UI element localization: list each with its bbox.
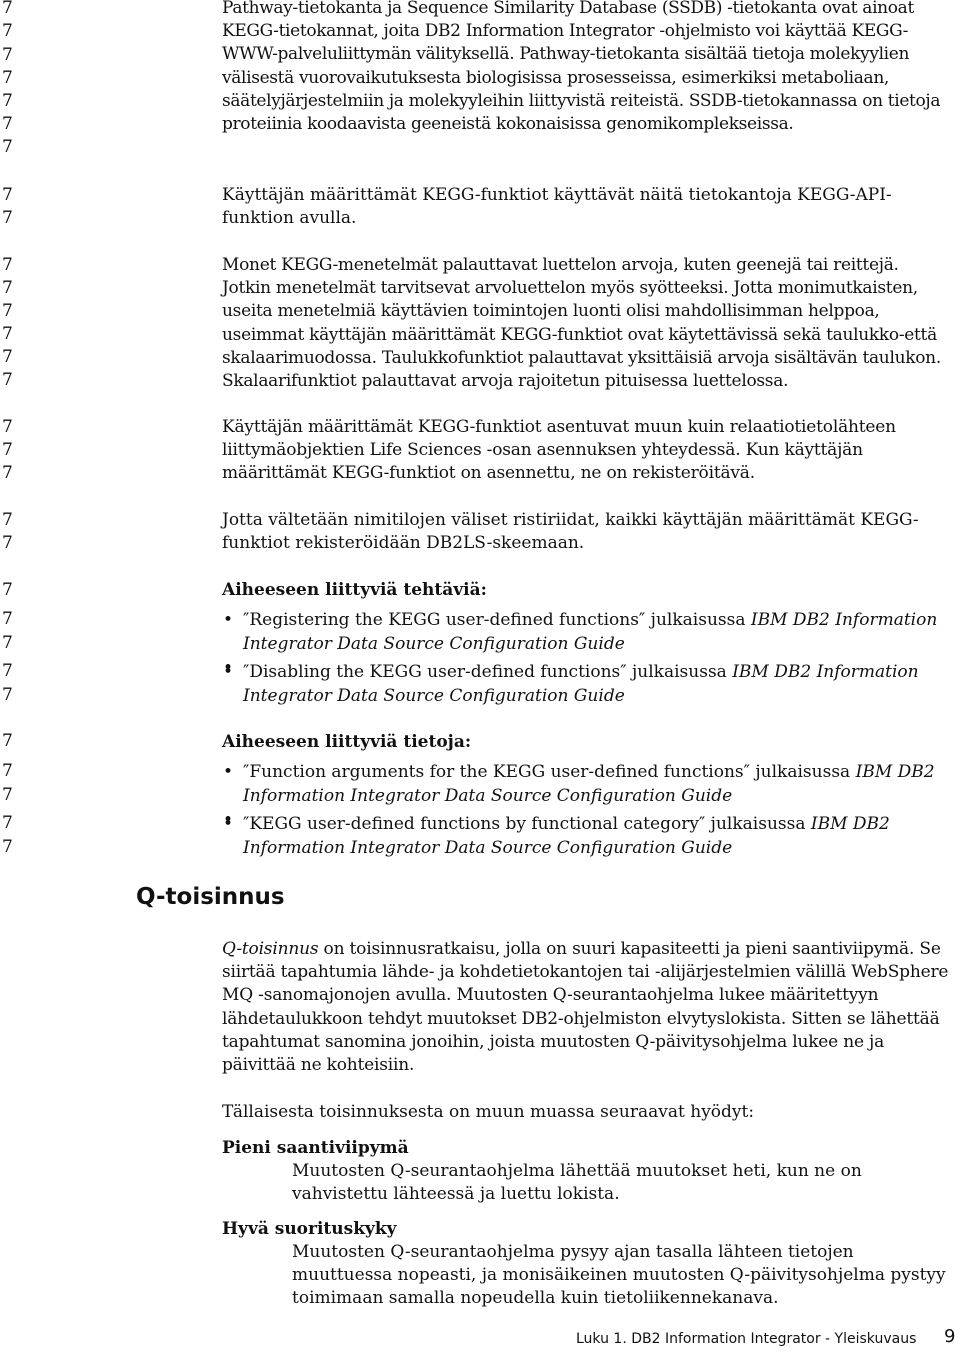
change-mark: 7 xyxy=(2,580,13,600)
change-mark: 7 xyxy=(2,761,13,781)
paragraph-kegg-methods: Monet KEGG-menetelmät palauttavat luettelon arvoja, kuten geenejä tai reittejä. Jotkin menetelmät tarvitsevat arvoluettelon myös syötteeksi. Jotta monimutkaisten, useita menetelmiä käyttävien toimintojen luonti olisi mahdollisimman helppoa, useimmat käyttäjän määrittämät KEGG-funktiot ovat käytettävissä sekä taulukko-että skalaarimuodossa. Taulukkofunktiot palauttavat yksittäisiä arvoja sisältävän taulukon. Skalaarifunktiot palauttavat arvoja rajoitetun pituisessa luettelossa. xyxy=(222,255,941,392)
change-mark: 7 xyxy=(2,45,13,65)
change-mark: 7 xyxy=(2,255,13,275)
change-mark: 7 xyxy=(2,609,13,629)
benefit-term-latency: Pieni saantiviipymä xyxy=(222,1138,409,1158)
footer-chapter-title: Luku 1. DB2 Information Integrator - Yleiskuvaus xyxy=(576,1331,917,1347)
change-mark: 7 xyxy=(2,324,13,344)
related-task-link[interactable]: • ″Registering the KEGG user-defined functions″ julkaisussa IBM DB2 Information Integrator Data Source Configuration Guide xyxy=(222,608,952,656)
change-mark: 7 xyxy=(2,837,13,857)
section-title-q-replication: Q-toisinnus xyxy=(136,884,285,910)
related-info-link[interactable]: • ″KEGG user-defined functions by functional category″ julkaisussa IBM DB2 Information Integrator Data Source Configuration Guide xyxy=(222,812,952,860)
change-mark: 7 xyxy=(2,440,13,460)
change-mark: 7 xyxy=(2,278,13,298)
change-mark: 7 xyxy=(2,114,13,134)
paragraph-benefits-intro: Tällaisesta toisinnuksesta on muun muassa seuraavat hyödyt: xyxy=(222,1102,755,1122)
related-tasks-heading: Aiheeseen liittyviä tehtäviä: xyxy=(222,580,487,600)
benefit-body-latency: Muutosten Q-seurantaohjelma lähettää muutokset heti, kun ne on vahvistettu lähteessä ja luettu lokista. xyxy=(292,1161,862,1205)
change-mark: 7 xyxy=(2,661,13,681)
q-replication-term: Q-toisinnus xyxy=(222,939,319,959)
related-info-heading: Aiheeseen liittyviä tietoja: xyxy=(222,732,472,752)
change-mark: 7 xyxy=(2,137,13,157)
benefit-body-performance: Muutosten Q-seurantaohjelma pysyy ajan tasalla lähteen tietojen muuttuessa nopeasti, ja monisäikeinen muutosten Q-päivitysohjelma pystyy toimimaan samalla nopeudella kuin tietoliikennekanava. xyxy=(292,1242,946,1309)
paragraph-kegg-databases: Pathway-tietokanta ja Sequence Similarity Database (SSDB) -tietokanta ovat ainoat KEGG-tietokannat, joita DB2 Information Integrator -ohjelmisto voi käyttää KEGG-WWW-palveluliittymän välityksellä. Pathway-tietokanta sisältää tietoja molekyylien välisestä vuorovaikutuksesta biologisissa prosesseissa, esimerkiksi metaboliaan, säätelyjärjestelmiin ja molekyyleihin liittyvistä reiteistä. SSDB-tietokannassa on tietoja proteiinia koodaavista geeneistä kokonaisissa genomikomplekseissa. xyxy=(222,0,941,135)
paragraph-kegg-schema: Jotta vältetään nimitilojen väliset ristiriidat, kaikki käyttäjän määrittämät KEGG-funktiot rekisteröidään DB2LS-skeemaan. xyxy=(222,510,919,554)
paragraph-kegg-install: Käyttäjän määrittämät KEGG-funktiot asentuvat muun kuin relaatiotietolähteen liittymäobjektien Life Sciences -osan asennuksen yhteydessä. Kun käyttäjän määrittämät KEGG-funktiot on asennettu, ne on rekisteröitävä. xyxy=(222,417,896,484)
change-mark: 7 xyxy=(2,533,13,553)
page-number: 9 xyxy=(944,1326,956,1347)
related-info-link[interactable]: • ″Function arguments for the KEGG user-defined functions″ julkaisussa IBM DB2 Information Integrator Data Source Configuration Guide xyxy=(222,760,952,808)
change-mark: 7 xyxy=(2,417,13,437)
related-tasks-list xyxy=(222,608,952,708)
change-mark: 7 xyxy=(2,91,13,111)
change-mark: 7 xyxy=(2,347,13,367)
change-mark: 7 xyxy=(2,0,13,18)
change-mark: 7 xyxy=(2,813,13,833)
change-mark: 7 xyxy=(2,68,13,88)
change-mark: 7 xyxy=(2,301,13,321)
change-mark: 7 xyxy=(2,510,13,530)
change-mark: 7 xyxy=(2,208,13,228)
change-mark: 7 xyxy=(2,21,13,41)
change-mark: 7 xyxy=(2,370,13,390)
change-mark: 7 xyxy=(2,633,13,653)
benefit-term-performance: Hyvä suorituskyky xyxy=(222,1219,397,1239)
change-mark: 7 xyxy=(2,785,13,805)
related-info-list xyxy=(222,760,952,860)
related-task-link[interactable]: • ″Disabling the KEGG user-defined functions″ julkaisussa IBM DB2 Information Integrator Data Source Configuration Guide xyxy=(222,660,952,708)
change-mark: 7 xyxy=(2,731,13,751)
paragraph-q-replication-intro: Q-toisinnus on toisinnusratkaisu, jolla on suuri kapasiteetti ja pieni saantiviipymä. Se siirtää tapahtumia lähde- ja kohdetietokantojen tai -alijärjestelmien välillä WebSphere MQ -sanomajonojen avulla. Muutosten Q-seurantaohjelma lukee määritettyyn lähdetaulukkoon tehdyt muutokset DB2-ohjelmiston elvytyslokista. Sitten se lähettää tapahtumat sanomina jonoihin, joista muutosten Q-päivitysohjelma lukee ne ja päivittää ne kohteisiin. xyxy=(222,939,949,1076)
change-mark: 7 xyxy=(2,685,13,705)
change-mark: 7 xyxy=(2,185,13,205)
change-mark: 7 xyxy=(2,463,13,483)
paragraph-kegg-api: Käyttäjän määrittämät KEGG-funktiot käyttävät näitä tietokantoja KEGG-API-funktion avulla. xyxy=(222,185,892,229)
